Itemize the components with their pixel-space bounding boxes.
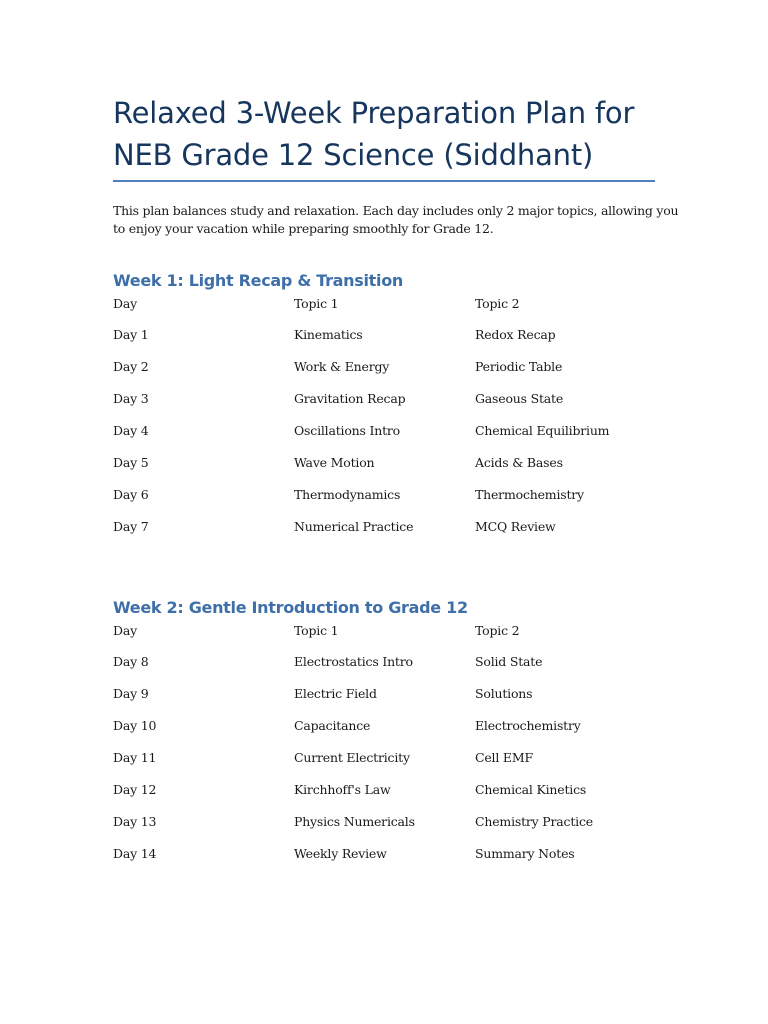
day-cell: Day 10 xyxy=(113,718,157,733)
intro-paragraph xyxy=(113,202,679,238)
topic-1-cell: Physics Numericals xyxy=(294,814,415,829)
day-cell: Day 9 xyxy=(113,686,149,701)
topic-2-cell: Periodic Table xyxy=(475,359,563,374)
title-line-1: Relaxed 3-Week Preparation Plan for xyxy=(113,96,635,130)
topic-1-cell: Kirchhoff's Law xyxy=(294,782,391,797)
table-row xyxy=(113,782,656,814)
table-row xyxy=(113,519,656,551)
day-cell: Day 13 xyxy=(113,814,157,829)
day-cell: Day 14 xyxy=(113,846,157,861)
intro-line-2: to enjoy your vacation while preparing smoothly for Grade 12. xyxy=(113,221,494,236)
day-cell: Day 8 xyxy=(113,654,149,669)
topic-2-cell: Solid State xyxy=(475,654,543,669)
week-2-table xyxy=(113,623,656,878)
topic-2-cell: Acids & Bases xyxy=(475,455,563,470)
day-cell: Day 3 xyxy=(113,391,149,406)
document-title xyxy=(113,92,656,176)
week-1-table xyxy=(113,296,656,551)
topic-1-cell: Numerical Practice xyxy=(294,519,414,534)
day-cell: Day 11 xyxy=(113,750,157,765)
week-2-heading: Week 2: Gentle Introduction to Grade 12 xyxy=(113,598,468,617)
table-row xyxy=(113,654,656,686)
table-row xyxy=(113,423,656,455)
topic-2-cell: Thermochemistry xyxy=(475,487,584,502)
topic-1-cell: Capacitance xyxy=(294,718,371,733)
column-header-day: Day xyxy=(113,296,137,311)
day-cell: Day 12 xyxy=(113,782,157,797)
title-line-2: NEB Grade 12 Science (Siddhant) xyxy=(113,138,594,172)
day-cell: Day 1 xyxy=(113,327,149,342)
column-header-topic-2: Topic 2 xyxy=(475,296,520,311)
topic-1-cell: Wave Motion xyxy=(294,455,375,470)
topic-1-cell: Electric Field xyxy=(294,686,377,701)
topic-2-cell: Chemical Equilibrium xyxy=(475,423,610,438)
table-row xyxy=(113,327,656,359)
topic-2-cell: Summary Notes xyxy=(475,846,575,861)
table-header-row xyxy=(113,623,656,654)
column-header-day: Day xyxy=(113,623,137,638)
table-row xyxy=(113,686,656,718)
title-divider xyxy=(113,180,655,182)
topic-2-cell: Gaseous State xyxy=(475,391,564,406)
table-row xyxy=(113,455,656,487)
topic-1-cell: Weekly Review xyxy=(294,846,387,861)
topic-1-cell: Kinematics xyxy=(294,327,363,342)
topic-2-cell: Electrochemistry xyxy=(475,718,581,733)
week-1-heading: Week 1: Light Recap & Transition xyxy=(113,271,403,290)
table-row xyxy=(113,750,656,782)
topic-1-cell: Gravitation Recap xyxy=(294,391,406,406)
table-header-row xyxy=(113,296,656,327)
column-header-topic-1: Topic 1 xyxy=(294,623,339,638)
table-row xyxy=(113,487,656,519)
column-header-topic-2: Topic 2 xyxy=(475,623,520,638)
topic-2-cell: Solutions xyxy=(475,686,533,701)
topic-1-cell: Current Electricity xyxy=(294,750,410,765)
document-page xyxy=(113,92,679,878)
topic-2-cell: Chemistry Practice xyxy=(475,814,593,829)
topic-1-cell: Oscillations Intro xyxy=(294,423,401,438)
table-row xyxy=(113,846,656,878)
day-cell: Day 5 xyxy=(113,455,149,470)
table-row xyxy=(113,359,656,391)
topic-1-cell: Work & Energy xyxy=(294,359,390,374)
table-row xyxy=(113,391,656,423)
topic-1-cell: Thermodynamics xyxy=(294,487,401,502)
column-header-topic-1: Topic 1 xyxy=(294,296,339,311)
table-row xyxy=(113,814,656,846)
topic-2-cell: Cell EMF xyxy=(475,750,533,765)
intro-line-1: This plan balances study and relaxation. Each day includes only 2 major topics, allowing you xyxy=(113,203,679,218)
day-cell: Day 2 xyxy=(113,359,149,374)
topic-2-cell: Chemical Kinetics xyxy=(475,782,587,797)
table-row xyxy=(113,718,656,750)
topic-1-cell: Electrostatics Intro xyxy=(294,654,413,669)
topic-2-cell: MCQ Review xyxy=(475,519,556,534)
topic-2-cell: Redox Recap xyxy=(475,327,556,342)
day-cell: Day 7 xyxy=(113,519,149,534)
day-cell: Day 4 xyxy=(113,423,149,438)
day-cell: Day 6 xyxy=(113,487,149,502)
